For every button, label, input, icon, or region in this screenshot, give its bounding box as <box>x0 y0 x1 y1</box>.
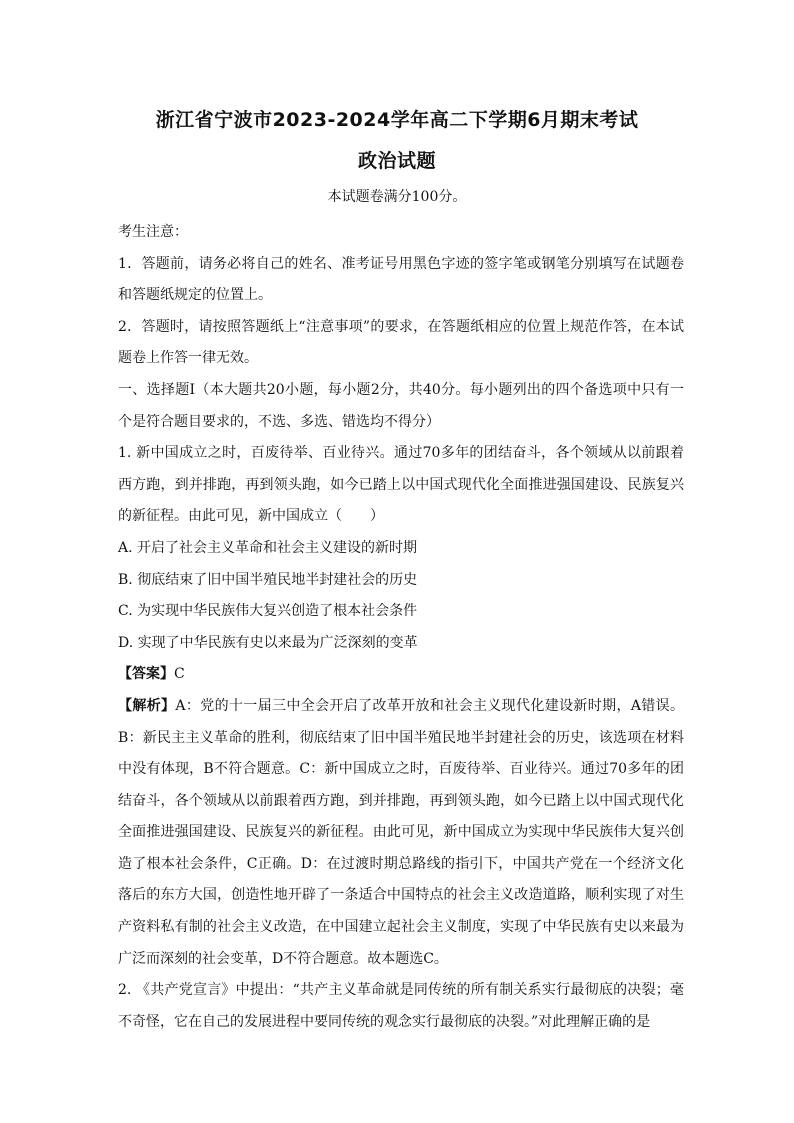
exam-title: 浙江省宁波市2023-2024学年高二下学期6月期末考试 <box>155 109 639 131</box>
analysis-label: 【解析】 <box>118 697 176 714</box>
question-1-option-a: A. 开启了社会主义革命和社会主义建设的新时期 <box>118 539 418 556</box>
question-1-option-c: C. 为实现中华民族伟大复兴创造了根本社会条件 <box>118 603 418 620</box>
answer-value: C <box>174 666 185 683</box>
exam-subtitle: 政治试题 <box>357 150 436 172</box>
section-heading: 一、选择题Ⅰ（本大题共20小题，每小题2分，共40分。每小题列出的四个备选项中只有一个是符合题目要求的，不选、多选、错选均不得分） <box>118 381 684 430</box>
question-1-stem: 1. 新中国成立之时，百废待举、百业待兴。通过70多年的团结奋斗，各个领域从以前跟着西方跑，到并排跑，再到领头跑，如今已踏上以中国式现代化全面推进强国建设、民族复兴的新征程。由此可见，新中国成立（ ） <box>118 445 684 525</box>
question-1-answer <box>118 659 684 691</box>
question-1-option-d: D. 实现了中华民族有史以来最为广泛深刻的变革 <box>118 634 418 651</box>
answer-label: 【答案】 <box>118 666 174 683</box>
full-score-note: 本试题卷满分100分。 <box>327 189 467 205</box>
notice-heading: 考生注意： <box>118 224 188 240</box>
question-1-analysis <box>118 691 684 975</box>
analysis-text: A：党的十一届三中全会开启了改革开放和社会主义现代化建设新时期，A错误。B：新民主主义革命的胜利，彻底结束了旧中国半殖民地半封建社会的历史，该选项在材料中没有体现，B不符合题意。C：新中国成立之时，百废待举、百业待兴。通过70多年的团结奋斗，各个领域从以前跟着西方跑，到并排跑，再到领头跑，如今已踏上以中国式现代化全面推进强国建设、民族复兴的新征程。由此可见，新中国成立为实现中华民族伟大复兴创造了根本社会条件，C正确。D：在过渡时期总路线的指引下，中国共产党在一个经济文化落后的东方大国，创造性地开辟了一条适合中国特点的社会主义改造道路，顺利实现了对生产资料私有制的社会主义改造，在中国建立起社会主义制度，实现了中华民族有史以来最为广泛而深刻的社会变革，D不符合题意。故本题选C。 <box>118 697 685 967</box>
document-body <box>118 217 684 1038</box>
question-1-option-b: B. 彻底结束了旧中国半殖民地半封建社会的历史 <box>118 571 418 588</box>
question-2-stem: 2. 《共产党宣言》中提出：“共产主义革命就是同传统的所有制关系实行最彻底的决裂；毫不奇怪，它在自己的发展进程中要同传统的观念实行最彻底的决裂。”对此理解正确的是 <box>118 982 684 1030</box>
notice-item-1: 1．答题前，请务必将自己的姓名、准考证号用黑色字迹的签字笔或钢笔分别填写在试题卷和答题纸规定的位置上。 <box>118 255 684 304</box>
notice-item-2: 2．答题时，请按照答题纸上“注意事项”的要求，在答题纸相应的位置上规范作答，在本试题卷上作答一律无效。 <box>118 318 684 367</box>
